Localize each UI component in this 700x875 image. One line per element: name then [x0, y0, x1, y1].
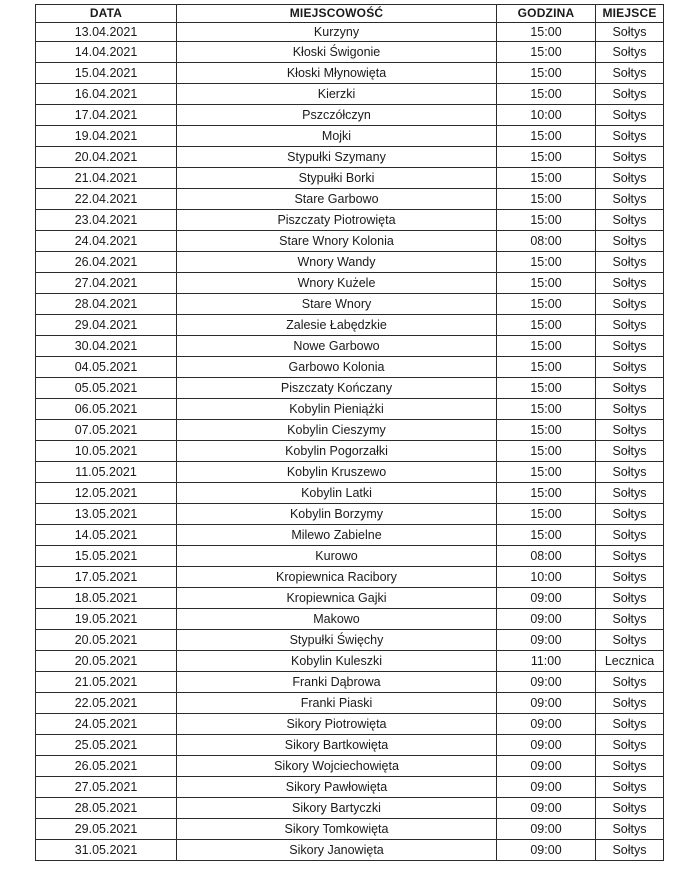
- cell-hour: 09:00: [497, 630, 596, 651]
- cell-hour: 15:00: [497, 63, 596, 84]
- cell-location: Sołtys: [596, 441, 664, 462]
- cell-place: Stypułki Szymany: [177, 147, 497, 168]
- cell-hour: 15:00: [497, 84, 596, 105]
- cell-date: 10.05.2021: [36, 441, 177, 462]
- cell-location: Sołtys: [596, 840, 664, 861]
- table-row: [36, 630, 664, 651]
- cell-hour: 10:00: [497, 105, 596, 126]
- cell-hour: 15:00: [497, 525, 596, 546]
- cell-location: Sołtys: [596, 462, 664, 483]
- cell-date: 15.05.2021: [36, 546, 177, 567]
- table-row: [36, 210, 664, 231]
- header-hour: GODZINA: [497, 5, 596, 23]
- header-location: MIEJSCE: [596, 5, 664, 23]
- cell-hour: 15:00: [497, 252, 596, 273]
- cell-date: 04.05.2021: [36, 357, 177, 378]
- cell-place: Nowe Garbowo: [177, 336, 497, 357]
- cell-date: 22.04.2021: [36, 189, 177, 210]
- cell-date: 17.05.2021: [36, 567, 177, 588]
- cell-place: Kobylin Latki: [177, 483, 497, 504]
- cell-hour: 15:00: [497, 315, 596, 336]
- cell-location: Sołtys: [596, 147, 664, 168]
- cell-date: 06.05.2021: [36, 399, 177, 420]
- cell-place: Kropiewnica Gajki: [177, 588, 497, 609]
- cell-location: Sołtys: [596, 714, 664, 735]
- cell-place: Stypułki Święchy: [177, 630, 497, 651]
- cell-location: Sołtys: [596, 231, 664, 252]
- cell-hour: 08:00: [497, 546, 596, 567]
- table-header: [36, 5, 664, 23]
- table-row: [36, 420, 664, 441]
- header-place: MIEJSCOWOŚĆ: [177, 5, 497, 23]
- table-row: [36, 189, 664, 210]
- cell-hour: 09:00: [497, 693, 596, 714]
- table-row: [36, 840, 664, 861]
- cell-location: Sołtys: [596, 777, 664, 798]
- cell-location: Sołtys: [596, 357, 664, 378]
- table-row: [36, 714, 664, 735]
- cell-hour: 15:00: [497, 189, 596, 210]
- cell-date: 31.05.2021: [36, 840, 177, 861]
- cell-hour: 15:00: [497, 441, 596, 462]
- cell-hour: 09:00: [497, 819, 596, 840]
- cell-place: Wnory Wandy: [177, 252, 497, 273]
- cell-date: 21.04.2021: [36, 168, 177, 189]
- cell-place: Stypułki Borki: [177, 168, 497, 189]
- cell-date: 19.05.2021: [36, 609, 177, 630]
- cell-place: Garbowo Kolonia: [177, 357, 497, 378]
- cell-place: Franki Piaski: [177, 693, 497, 714]
- cell-date: 17.04.2021: [36, 105, 177, 126]
- header-row: [36, 5, 664, 23]
- cell-place: Sikory Piotrowięta: [177, 714, 497, 735]
- cell-location: Sołtys: [596, 399, 664, 420]
- table-row: [36, 378, 664, 399]
- header-date: DATA: [36, 5, 177, 23]
- table-row: [36, 672, 664, 693]
- cell-location: Sołtys: [596, 126, 664, 147]
- cell-place: Kobylin Pieniążki: [177, 399, 497, 420]
- table-row: [36, 735, 664, 756]
- table-row: [36, 693, 664, 714]
- cell-hour: 15:00: [497, 399, 596, 420]
- cell-date: 11.05.2021: [36, 462, 177, 483]
- cell-date: 07.05.2021: [36, 420, 177, 441]
- cell-hour: 15:00: [497, 210, 596, 231]
- cell-hour: 15:00: [497, 462, 596, 483]
- cell-location: Sołtys: [596, 336, 664, 357]
- cell-location: Sołtys: [596, 294, 664, 315]
- cell-hour: 09:00: [497, 756, 596, 777]
- cell-place: Makowo: [177, 609, 497, 630]
- cell-date: 05.05.2021: [36, 378, 177, 399]
- table-row: [36, 84, 664, 105]
- table-row: [36, 273, 664, 294]
- cell-place: Kłoski Młynowięta: [177, 63, 497, 84]
- table-row: [36, 798, 664, 819]
- cell-place: Stare Wnory: [177, 294, 497, 315]
- table-row: [36, 42, 664, 63]
- cell-hour: 09:00: [497, 735, 596, 756]
- table-row: [36, 567, 664, 588]
- cell-location: Sołtys: [596, 252, 664, 273]
- cell-place: Stare Wnory Kolonia: [177, 231, 497, 252]
- cell-hour: 15:00: [497, 357, 596, 378]
- cell-date: 28.05.2021: [36, 798, 177, 819]
- cell-place: Kurowo: [177, 546, 497, 567]
- cell-date: 26.05.2021: [36, 756, 177, 777]
- cell-hour: 11:00: [497, 651, 596, 672]
- cell-date: 25.05.2021: [36, 735, 177, 756]
- cell-date: 28.04.2021: [36, 294, 177, 315]
- cell-hour: 09:00: [497, 840, 596, 861]
- cell-place: Sikory Bartyczki: [177, 798, 497, 819]
- cell-hour: 15:00: [497, 23, 596, 42]
- cell-date: 13.05.2021: [36, 504, 177, 525]
- cell-date: 27.04.2021: [36, 273, 177, 294]
- cell-hour: 15:00: [497, 483, 596, 504]
- table-row: [36, 336, 664, 357]
- cell-location: Sołtys: [596, 735, 664, 756]
- cell-location: Sołtys: [596, 546, 664, 567]
- cell-hour: 09:00: [497, 609, 596, 630]
- table-row: [36, 294, 664, 315]
- cell-hour: 09:00: [497, 714, 596, 735]
- cell-place: Sikory Bartkowięta: [177, 735, 497, 756]
- cell-hour: 10:00: [497, 567, 596, 588]
- cell-location: Sołtys: [596, 315, 664, 336]
- cell-date: 16.04.2021: [36, 84, 177, 105]
- cell-location: Sołtys: [596, 63, 664, 84]
- cell-place: Zalesie Łabędzkie: [177, 315, 497, 336]
- cell-location: Sołtys: [596, 273, 664, 294]
- cell-date: 15.04.2021: [36, 63, 177, 84]
- cell-location: Sołtys: [596, 504, 664, 525]
- table-row: [36, 126, 664, 147]
- cell-place: Sikory Tomkowięta: [177, 819, 497, 840]
- cell-hour: 15:00: [497, 168, 596, 189]
- table-row: [36, 147, 664, 168]
- table-row: [36, 777, 664, 798]
- table-row: [36, 315, 664, 336]
- table-row: [36, 483, 664, 504]
- cell-location: Lecznica: [596, 651, 664, 672]
- cell-date: 29.04.2021: [36, 315, 177, 336]
- table-row: [36, 357, 664, 378]
- cell-date: 14.04.2021: [36, 42, 177, 63]
- cell-date: 20.04.2021: [36, 147, 177, 168]
- table-row: [36, 462, 664, 483]
- cell-hour: 15:00: [497, 273, 596, 294]
- cell-place: Kobylin Cieszymy: [177, 420, 497, 441]
- cell-place: Pszczółczyn: [177, 105, 497, 126]
- cell-date: 22.05.2021: [36, 693, 177, 714]
- cell-hour: 08:00: [497, 231, 596, 252]
- cell-date: 27.05.2021: [36, 777, 177, 798]
- cell-place: Kurzyny: [177, 23, 497, 42]
- cell-hour: 09:00: [497, 588, 596, 609]
- table-row: [36, 23, 664, 42]
- cell-hour: 15:00: [497, 147, 596, 168]
- cell-date: 14.05.2021: [36, 525, 177, 546]
- cell-date: 21.05.2021: [36, 672, 177, 693]
- table-row: [36, 546, 664, 567]
- cell-place: Wnory Kużele: [177, 273, 497, 294]
- table-row: [36, 588, 664, 609]
- cell-location: Sołtys: [596, 567, 664, 588]
- cell-location: Sołtys: [596, 756, 664, 777]
- table-row: [36, 525, 664, 546]
- cell-hour: 15:00: [497, 294, 596, 315]
- cell-location: Sołtys: [596, 168, 664, 189]
- schedule-table: [35, 4, 664, 861]
- table-row: [36, 651, 664, 672]
- table-row: [36, 756, 664, 777]
- cell-place: Milewo Zabielne: [177, 525, 497, 546]
- cell-date: 24.05.2021: [36, 714, 177, 735]
- cell-place: Kobylin Kruszewo: [177, 462, 497, 483]
- table-row: [36, 504, 664, 525]
- cell-location: Sołtys: [596, 798, 664, 819]
- cell-location: Sołtys: [596, 23, 664, 42]
- cell-location: Sołtys: [596, 693, 664, 714]
- cell-date: 12.05.2021: [36, 483, 177, 504]
- cell-date: 23.04.2021: [36, 210, 177, 231]
- cell-location: Sołtys: [596, 588, 664, 609]
- cell-hour: 09:00: [497, 798, 596, 819]
- cell-date: 30.04.2021: [36, 336, 177, 357]
- cell-date: 20.05.2021: [36, 651, 177, 672]
- cell-hour: 15:00: [497, 420, 596, 441]
- cell-location: Sołtys: [596, 525, 664, 546]
- cell-location: Sołtys: [596, 609, 664, 630]
- cell-location: Sołtys: [596, 420, 664, 441]
- cell-date: 18.05.2021: [36, 588, 177, 609]
- cell-place: Kropiewnica Racibory: [177, 567, 497, 588]
- cell-place: Sikory Janowięta: [177, 840, 497, 861]
- cell-location: Sołtys: [596, 210, 664, 231]
- cell-hour: 09:00: [497, 672, 596, 693]
- table-row: [36, 168, 664, 189]
- table-row: [36, 399, 664, 420]
- cell-place: Piszczaty Kończany: [177, 378, 497, 399]
- table-row: [36, 819, 664, 840]
- cell-place: Stare Garbowo: [177, 189, 497, 210]
- cell-location: Sołtys: [596, 189, 664, 210]
- cell-date: 29.05.2021: [36, 819, 177, 840]
- table-row: [36, 609, 664, 630]
- cell-place: Kłoski Świgonie: [177, 42, 497, 63]
- table-body: [36, 23, 664, 861]
- cell-place: Piszczaty Piotrowięta: [177, 210, 497, 231]
- cell-location: Sołtys: [596, 819, 664, 840]
- cell-date: 24.04.2021: [36, 231, 177, 252]
- cell-date: 19.04.2021: [36, 126, 177, 147]
- cell-place: Sikory Wojciechowięta: [177, 756, 497, 777]
- cell-place: Kobylin Borzymy: [177, 504, 497, 525]
- table-row: [36, 105, 664, 126]
- cell-location: Sołtys: [596, 672, 664, 693]
- cell-hour: 15:00: [497, 336, 596, 357]
- cell-date: 20.05.2021: [36, 630, 177, 651]
- cell-date: 26.04.2021: [36, 252, 177, 273]
- cell-location: Sołtys: [596, 483, 664, 504]
- table-row: [36, 231, 664, 252]
- cell-place: Franki Dąbrowa: [177, 672, 497, 693]
- cell-hour: 15:00: [497, 126, 596, 147]
- cell-location: Sołtys: [596, 84, 664, 105]
- cell-hour: 15:00: [497, 378, 596, 399]
- cell-place: Mojki: [177, 126, 497, 147]
- cell-location: Sołtys: [596, 630, 664, 651]
- table-row: [36, 441, 664, 462]
- cell-location: Sołtys: [596, 42, 664, 63]
- cell-place: Kierzki: [177, 84, 497, 105]
- cell-place: Kobylin Kuleszki: [177, 651, 497, 672]
- cell-hour: 15:00: [497, 504, 596, 525]
- cell-date: 13.04.2021: [36, 23, 177, 42]
- cell-place: Kobylin Pogorzałki: [177, 441, 497, 462]
- cell-place: Sikory Pawłowięta: [177, 777, 497, 798]
- cell-location: Sołtys: [596, 378, 664, 399]
- cell-location: Sołtys: [596, 105, 664, 126]
- cell-hour: 09:00: [497, 777, 596, 798]
- table-row: [36, 63, 664, 84]
- table-row: [36, 252, 664, 273]
- cell-hour: 15:00: [497, 42, 596, 63]
